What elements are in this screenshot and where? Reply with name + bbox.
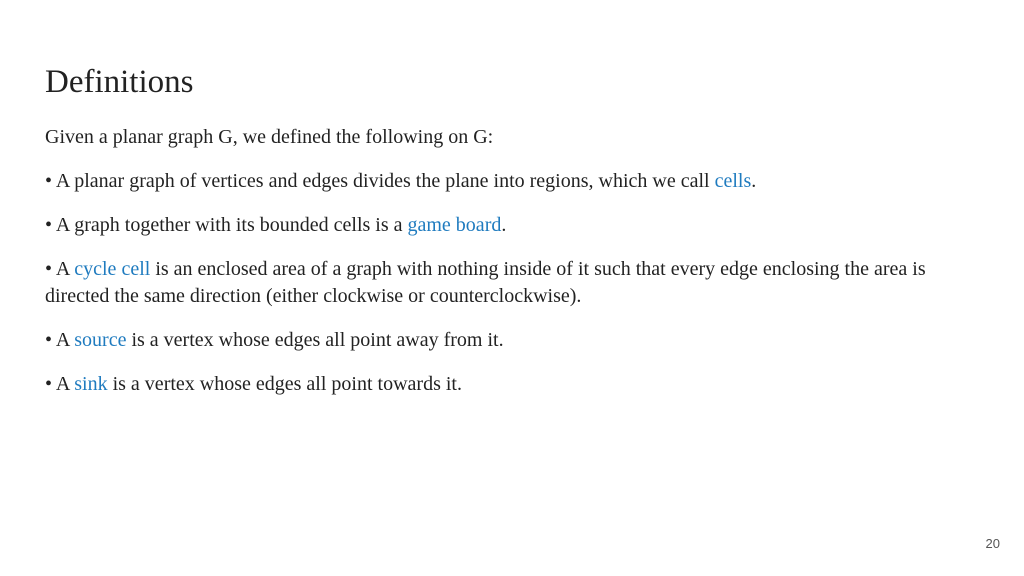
bullet-text: • A [45,373,75,395]
page-number: 20 [985,536,1000,551]
term-source: source [74,329,127,351]
bullet-text: is an enclosed area of a graph with nothing inside of it such that every edge enclosing the area is directed the same direction (either clockwise or counterclockwise). [45,258,926,307]
bullet-text: is a vertex whose edges all point towards it. [107,373,462,395]
bullet-source [45,327,980,354]
term-sink: sink [74,373,108,395]
term-cycle-cell: cycle cell [74,258,151,280]
bullet-text: • A graph together with its bounded cells is a [45,214,408,236]
intro-text: Given a planar graph G, we defined the following on G: [45,126,494,148]
bullet-cycle-cell [45,256,980,310]
bullet-text: . [751,170,757,192]
bullet-text: is a vertex whose edges all point away from it. [126,329,504,351]
bullet-text: • A planar graph of vertices and edges divides the plane into regions, which we call [45,170,715,192]
slide-title: Definitions [45,64,194,100]
term-cells: cells [714,170,752,192]
slide-body [45,124,980,415]
term-game-board: game board [407,214,502,236]
bullet-text: . [501,214,507,236]
bullet-game-board [45,212,980,239]
bullet-sink [45,371,980,398]
bullet-cells [45,168,980,195]
bullet-text: • A [45,258,75,280]
bullet-text: • A [45,329,75,351]
